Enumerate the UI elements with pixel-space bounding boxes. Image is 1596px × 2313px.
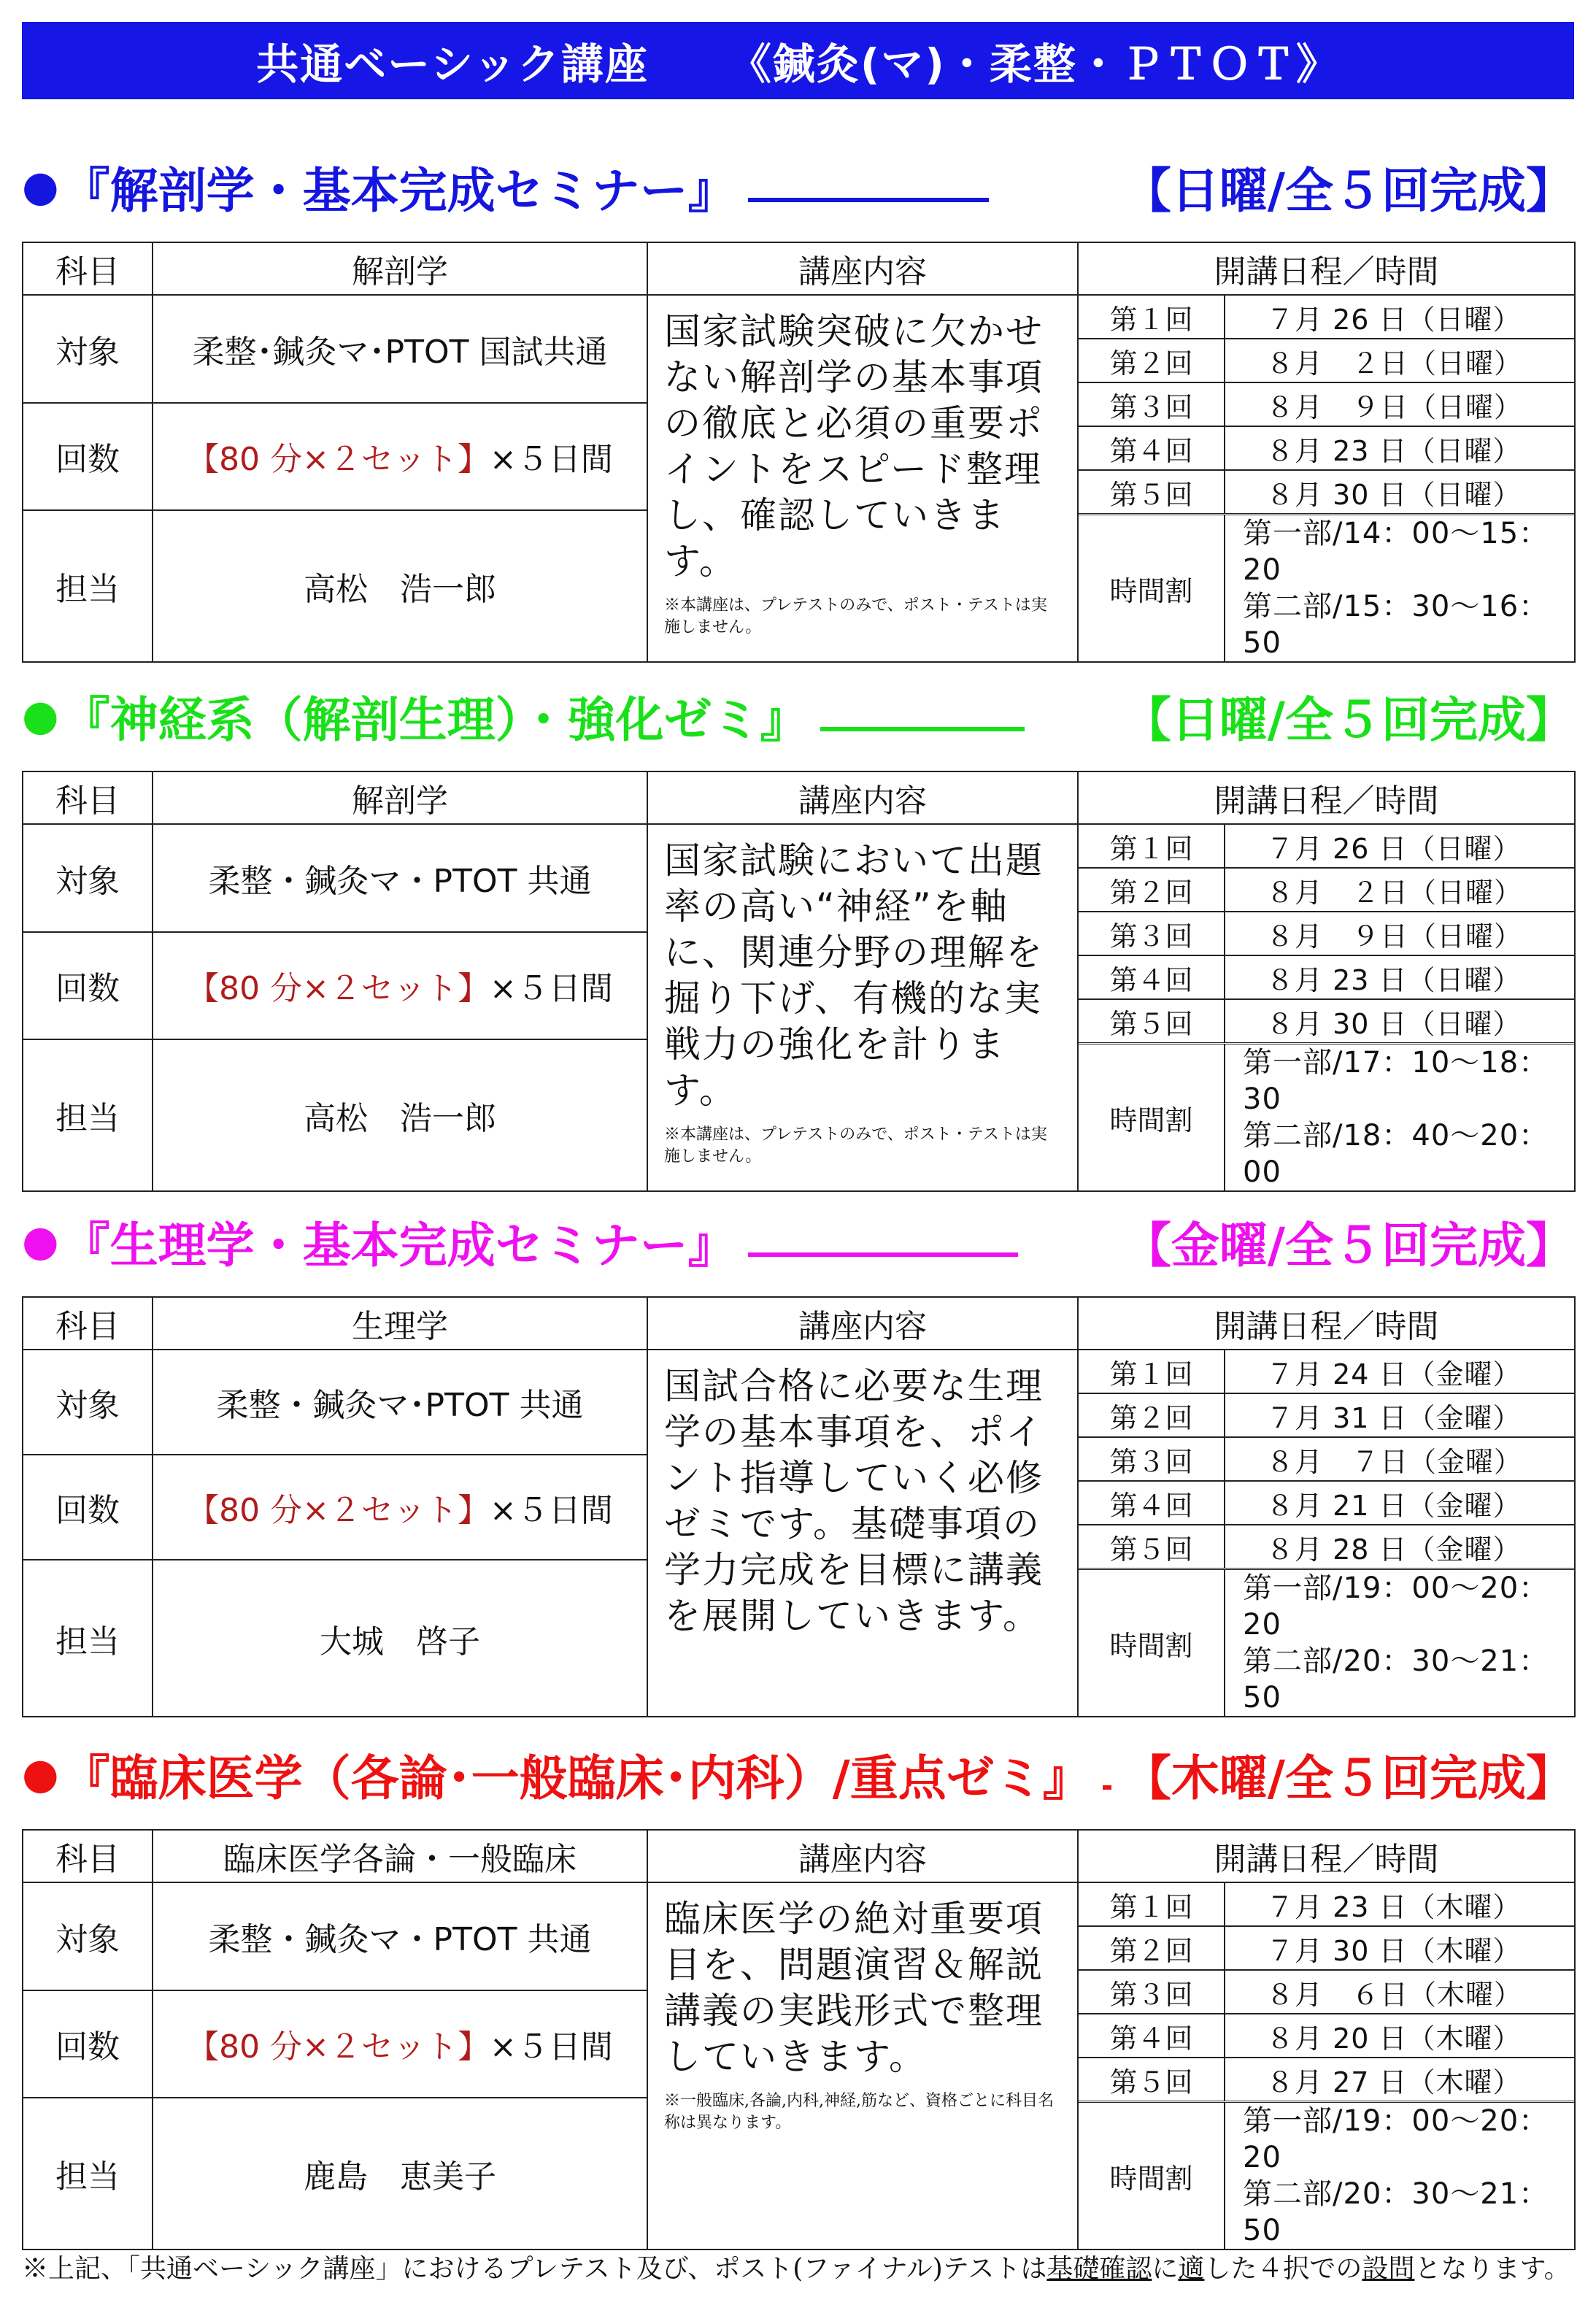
session-number: 第２回: [1079, 1393, 1225, 1437]
subject-value: 解剖学: [153, 771, 647, 824]
bullet-dot-icon: ●: [22, 1216, 59, 1266]
course-section: [22, 142, 1574, 663]
session-date: ８月 ９日（日曜）: [1225, 912, 1574, 955]
session-number: 第５回: [1079, 999, 1225, 1044]
session-date: ８月 ７日（金曜）: [1225, 1437, 1574, 1481]
session-date: ８月 30 日（日曜）: [1225, 470, 1574, 515]
timetable-label: 時間割: [1079, 1569, 1225, 1717]
course-table: [22, 242, 1576, 663]
course-description: [647, 1882, 1078, 2250]
session-date: ７月 23 日（木曜）: [1225, 1883, 1574, 1926]
session-row: [1079, 426, 1574, 470]
timetable-value: [1225, 515, 1574, 662]
session-row: [1079, 1525, 1574, 1569]
footer-note: ※上記、「共通ベーシック講座」におけるプレテスト及び、ポスト(ファイナル)テストは基礎確認に適した４択での設問となります。: [22, 2254, 1570, 2284]
banner-subtitle: 《鍼灸(マ)・柔整・ＰＴＯＴ》: [728, 39, 1340, 89]
course-title: 『臨床医学（各論･一般臨床･内科）/重点ゼミ』: [61, 1750, 1091, 1806]
session-date: ７月 24 日（金曜）: [1225, 1350, 1574, 1393]
session-date: ８月 28 日（金曜）: [1225, 1525, 1574, 1569]
session-number: 第３回: [1079, 1437, 1225, 1481]
session-row: [1079, 1437, 1574, 1481]
teacher-value: 鹿島 恵美子: [153, 2098, 647, 2250]
schedule-cell: [1078, 295, 1575, 662]
table-header-row: [23, 242, 1575, 295]
teacher-label: 担当: [23, 1039, 153, 1191]
session-number: 第１回: [1079, 825, 1225, 868]
description-note: ※本講座は、プレテストのみで、ポスト・テストは実施しません。: [664, 596, 1047, 636]
timetable-row: [1079, 1044, 1574, 1191]
description-note: ※本講座は、プレテストのみで、ポスト・テストは実施しません。: [664, 1125, 1047, 1166]
session-number: 第４回: [1079, 426, 1225, 470]
course-section: [22, 1197, 1574, 1717]
header-subject: 科目: [23, 1830, 153, 1882]
session-date: ７月 26 日（日曜）: [1225, 296, 1574, 339]
table-header-row: [23, 1297, 1575, 1350]
course-title: 『生理学・基本完成セミナー』: [61, 1217, 736, 1274]
target-value: 柔整･鍼灸マ･PTOT 国試共通: [153, 295, 647, 403]
table-row: [23, 295, 1575, 403]
session-date: ８月 23 日（日曜）: [1225, 426, 1574, 470]
course-title: 『神経系（解剖生理）・強化ゼミ』: [61, 691, 809, 748]
session-row: [1079, 1350, 1574, 1393]
header-schedule: 開講日程／時間: [1078, 1830, 1575, 1882]
session-date: ８月 21 日（金曜）: [1225, 1481, 1574, 1525]
teacher-value: 高松 浩一郎: [153, 1039, 647, 1191]
timetable-label: 時間割: [1079, 1044, 1225, 1191]
header-schedule: 開講日程／時間: [1078, 771, 1575, 824]
course-table: [22, 771, 1576, 1192]
timetable-label: 時間割: [1079, 515, 1225, 662]
session-date: ８月 27 日（木曜）: [1225, 2058, 1574, 2102]
session-date: ８月 20 日（木曜）: [1225, 2014, 1574, 2058]
course-schedule-tag: 【木曜/全５回完成】: [1122, 1750, 1574, 1806]
target-label: 対象: [23, 1350, 153, 1455]
header-subject: 科目: [23, 771, 153, 824]
subject-value: 生理学: [153, 1297, 647, 1350]
course-section: [22, 1730, 1574, 2250]
session-row: [1079, 2014, 1574, 2058]
count-highlight: 【80 分×２セット】: [187, 2028, 490, 2066]
timetable-value: [1225, 2102, 1574, 2250]
description-text: 国試合格に必要な生理学の基本事項を、ポイント指導していく必修ゼミです。基礎事項の学力完成を目標に講義を展開していきます。: [664, 1365, 1044, 1637]
header-content: 講座内容: [647, 1297, 1078, 1350]
bullet-dot-icon: ●: [22, 1749, 59, 1798]
header-schedule: 開講日程／時間: [1078, 1297, 1575, 1350]
session-row: [1079, 2058, 1574, 2102]
session-number: 第２回: [1079, 339, 1225, 382]
course-heading: [22, 1197, 1574, 1285]
session-number: 第１回: [1079, 1883, 1225, 1926]
table-header-row: [23, 1830, 1575, 1882]
session-number: 第３回: [1079, 382, 1225, 426]
table-row: [23, 1350, 1575, 1455]
course-heading: [22, 671, 1574, 759]
count-highlight: 【80 分×２セット】: [187, 1492, 490, 1530]
timetable-row: [1079, 2102, 1574, 2250]
count-value: [153, 932, 647, 1040]
bullet-dot-icon: ●: [22, 690, 59, 740]
schedule-table: [1079, 825, 1574, 1190]
table-row: [23, 1882, 1575, 1990]
course-schedule-tag: 【日曜/全５回完成】: [1122, 162, 1574, 219]
count-label: 回数: [23, 1990, 153, 2098]
teacher-value: 高松 浩一郎: [153, 510, 647, 662]
session-number: 第１回: [1079, 296, 1225, 339]
session-row: [1079, 1926, 1574, 1970]
teacher-value: 大城 啓子: [153, 1560, 647, 1717]
session-number: 第４回: [1079, 955, 1225, 999]
count-value: [153, 403, 647, 511]
session-row: [1079, 999, 1574, 1044]
header-subject: 科目: [23, 1297, 153, 1350]
header-schedule: 開講日程／時間: [1078, 242, 1575, 295]
course-section: [22, 671, 1574, 1192]
target-label: 対象: [23, 1882, 153, 1990]
count-highlight: 【80 分×２セット】: [187, 970, 490, 1008]
count-rest: ×５日間: [489, 1492, 613, 1530]
description-text: 臨床医学の絶対重要項目を、問題演習＆解説講義の実践形式で整理していきます。: [664, 1898, 1044, 2078]
session-date: ８月 ２日（日曜）: [1225, 868, 1574, 912]
schedule-table: [1079, 1883, 1574, 2249]
session-date: ８月 23 日（日曜）: [1225, 955, 1574, 999]
table-row: [23, 824, 1575, 932]
course-heading: [22, 1730, 1574, 1817]
timetable-row: [1079, 515, 1574, 662]
session-date: ８月 ２日（日曜）: [1225, 339, 1574, 382]
session-row: [1079, 296, 1574, 339]
course-description: [647, 1350, 1078, 1717]
session-number: 第５回: [1079, 1525, 1225, 1569]
schedule-cell: [1078, 1350, 1575, 1717]
session-date: ８月 ９日（日曜）: [1225, 382, 1574, 426]
session-number: 第３回: [1079, 1970, 1225, 2014]
time-part-2: 第二部/20：30～21：50: [1243, 1644, 1549, 1714]
count-rest: ×５日間: [489, 970, 613, 1008]
session-number: 第５回: [1079, 470, 1225, 515]
session-number: 第２回: [1079, 868, 1225, 912]
schedule-table: [1079, 296, 1574, 661]
course-schedule-tag: 【金曜/全５回完成】: [1122, 1217, 1574, 1274]
subject-value: 臨床医学各論・一般臨床: [153, 1830, 647, 1882]
schedule-table: [1079, 1350, 1574, 1716]
header-content: 講座内容: [647, 242, 1078, 295]
heading-underline: [820, 727, 1025, 731]
timetable-label: 時間割: [1079, 2102, 1225, 2250]
session-row: [1079, 825, 1574, 868]
session-row: [1079, 1883, 1574, 1926]
session-number: 第３回: [1079, 912, 1225, 955]
session-number: 第４回: [1079, 2014, 1225, 2058]
bullet-dot-icon: ●: [22, 161, 59, 211]
count-label: 回数: [23, 1455, 153, 1560]
target-value: 柔整・鍼灸マ･PTOT 共通: [153, 1350, 647, 1455]
session-number: 第１回: [1079, 1350, 1225, 1393]
time-part-1: 第一部/19：00～20：20: [1243, 1571, 1549, 1642]
count-highlight: 【80 分×２セット】: [187, 441, 490, 479]
banner-title: 共通ベーシック講座: [256, 39, 649, 89]
heading-underline: [748, 1252, 1018, 1257]
time-part-1: 第一部/14：00～15：20: [1243, 517, 1549, 587]
course-schedule-tag: 【日曜/全５回完成】: [1122, 691, 1574, 748]
time-part-1: 第一部/17：10～18：30: [1243, 1046, 1549, 1116]
session-number: 第５回: [1079, 2058, 1225, 2102]
schedule-cell: [1078, 824, 1575, 1191]
timetable-value: [1225, 1044, 1574, 1191]
session-date: ７月 30 日（木曜）: [1225, 1926, 1574, 1970]
count-value: [153, 1990, 647, 2098]
count-rest: ×５日間: [489, 441, 613, 479]
course-table: [22, 1829, 1576, 2250]
course-heading: [22, 142, 1574, 230]
timetable-value: [1225, 1569, 1574, 1717]
description-text: 国家試験突破に欠かせない解剖学の基本事項の徹底と必須の重要ポイントをスピード整理し、確認していきます。: [664, 310, 1044, 582]
session-row: [1079, 382, 1574, 426]
target-value: 柔整・鍼灸マ・PTOT 共通: [153, 1882, 647, 1990]
session-row: [1079, 470, 1574, 515]
course-title: 『解剖学・基本完成セミナー』: [61, 162, 736, 219]
heading-underline: [1103, 1785, 1111, 1790]
description-note: ※一般臨床,各論,内科,神経,筋など、資格ごとに科目名称は異なります。: [664, 2092, 1054, 2132]
session-row: [1079, 1481, 1574, 1525]
target-value: 柔整・鍼灸マ・PTOT 共通: [153, 824, 647, 932]
course-description: [647, 824, 1078, 1191]
timetable-row: [1079, 1569, 1574, 1717]
teacher-label: 担当: [23, 2098, 153, 2250]
count-label: 回数: [23, 932, 153, 1040]
count-value: [153, 1455, 647, 1560]
time-part-2: 第二部/15：30～16：50: [1243, 590, 1549, 660]
time-part-2: 第二部/20：30～21：50: [1243, 2177, 1549, 2247]
session-date: ７月 26 日（日曜）: [1225, 825, 1574, 868]
description-text: 国家試験において出題率の高い“神経”を軸に、関連分野の理解を掘り下げ、有機的な実戦力の強化を計ります。: [664, 839, 1044, 1112]
session-date: ７月 31 日（金曜）: [1225, 1393, 1574, 1437]
count-label: 回数: [23, 403, 153, 511]
session-number: 第４回: [1079, 1481, 1225, 1525]
teacher-label: 担当: [23, 510, 153, 662]
session-date: ８月 30 日（日曜）: [1225, 999, 1574, 1044]
heading-underline: [748, 198, 989, 202]
table-header-row: [23, 771, 1575, 824]
session-row: [1079, 1970, 1574, 2014]
schedule-cell: [1078, 1882, 1575, 2250]
session-row: [1079, 955, 1574, 999]
header-content: 講座内容: [647, 771, 1078, 824]
session-row: [1079, 912, 1574, 955]
session-date: ８月 ６日（木曜）: [1225, 1970, 1574, 2014]
header-content: 講座内容: [647, 1830, 1078, 1882]
header-subject: 科目: [23, 242, 153, 295]
target-label: 対象: [23, 824, 153, 932]
title-banner: [22, 22, 1574, 99]
session-number: 第２回: [1079, 1926, 1225, 1970]
subject-value: 解剖学: [153, 242, 647, 295]
target-label: 対象: [23, 295, 153, 403]
course-description: [647, 295, 1078, 662]
course-table: [22, 1296, 1576, 1717]
session-row: [1079, 339, 1574, 382]
teacher-label: 担当: [23, 1560, 153, 1717]
time-part-2: 第二部/18：40～20：00: [1243, 1119, 1549, 1189]
count-rest: ×５日間: [489, 2028, 613, 2066]
session-row: [1079, 1393, 1574, 1437]
session-row: [1079, 868, 1574, 912]
time-part-1: 第一部/19：00～20：20: [1243, 2104, 1549, 2174]
